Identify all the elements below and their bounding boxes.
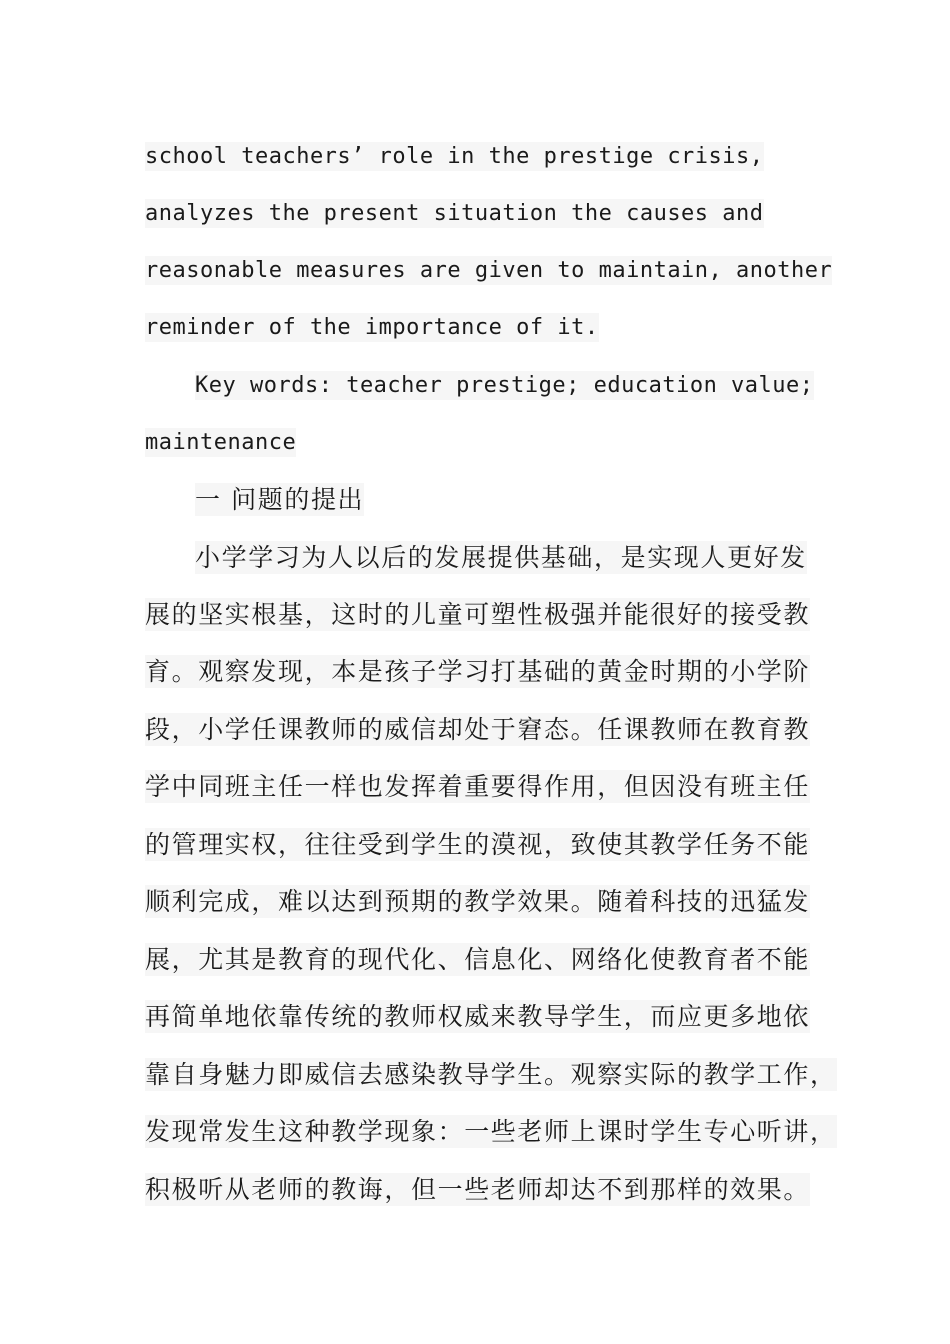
body-line-text: 段，小学任课教师的威信却处于窘态。任课教师在教育教 (145, 715, 811, 744)
body-line (145, 770, 810, 804)
body-line (145, 1115, 837, 1149)
body-line (145, 1000, 810, 1034)
keywords-text: maintenance (145, 430, 297, 455)
body-line-text: 再简单地依靠传统的教师权威来教导学生，而应更多地依 (145, 1002, 811, 1031)
body-line (145, 1058, 837, 1092)
body-line-text: 发现常发生这种教学现象：一些老师上课时学生专心听讲， (145, 1117, 837, 1146)
body-line (145, 943, 810, 977)
body-line (145, 828, 810, 862)
section-heading-text: 一 问题的提出 (195, 485, 365, 514)
abstract-line (145, 311, 599, 345)
body-line-text: 积极听从老师的教诲，但一些老师却达不到那样的效果。 (145, 1175, 811, 1204)
body-line (145, 655, 810, 689)
keywords-text: Key words: teacher prestige; education value; (195, 373, 814, 398)
body-line (145, 598, 810, 632)
abstract-line (145, 197, 764, 231)
abstract-line-text: analyzes the present situation the causes and (145, 201, 764, 226)
body-line-text: 顺利完成，难以达到预期的教学效果。随着科技的迅猛发 (145, 887, 811, 916)
abstract-line-text: reasonable measures are given to maintain, another (145, 258, 833, 283)
body-line (195, 541, 807, 575)
keywords-line (195, 369, 814, 403)
body-line-text: 展的坚实根基，这时的儿童可塑性极强并能很好的接受教 (145, 600, 811, 629)
abstract-line-text: school teachers’ role in the prestige crisis, (145, 144, 764, 169)
body-line-text: 的管理实权，往往受到学生的漠视，致使其教学任务不能 (145, 830, 811, 859)
body-line-text: 育。观察发现，本是孩子学习打基础的黄金时期的小学阶 (145, 657, 811, 686)
keywords-line (145, 426, 296, 460)
abstract-line (145, 140, 764, 174)
body-line (145, 1173, 810, 1207)
body-line-text: 靠自身魅力即威信去感染教导学生。观察实际的教学工作， (145, 1060, 837, 1089)
section-heading (195, 483, 364, 517)
body-line-text: 学中同班主任一样也发挥着重要得作用，但因没有班主任 (145, 772, 811, 801)
abstract-line (145, 254, 832, 288)
body-line (145, 713, 810, 747)
body-line (145, 885, 810, 919)
body-line-text: 小学学习为人以后的发展提供基础，是实现人更好发 (195, 543, 807, 572)
body-line-text: 展，尤其是教育的现代化、信息化、网络化使教育者不能 (145, 945, 811, 974)
abstract-line-text: reminder of the importance of it. (145, 315, 599, 340)
